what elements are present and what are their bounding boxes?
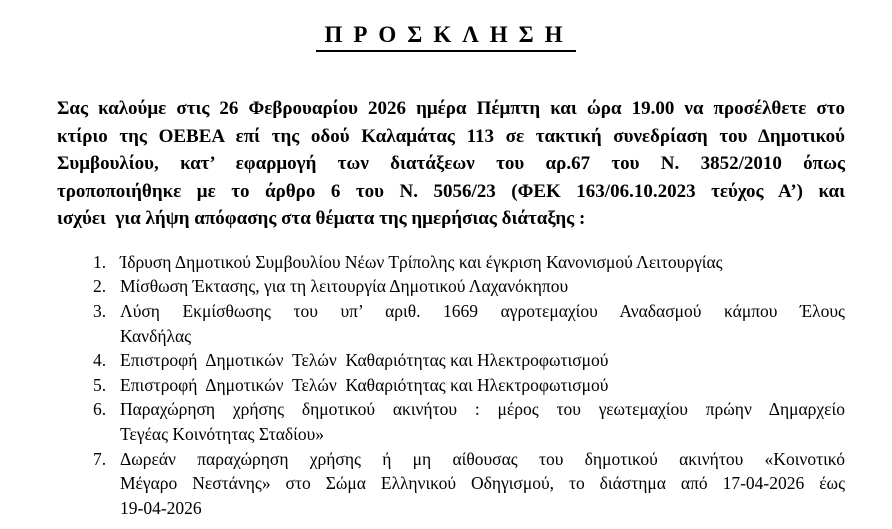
intro-line: Συμβουλίου, κατ’ εφαρμογή των διατάξεων του αρ.67 του Ν. 3852/2010 όπως bbox=[57, 153, 845, 175]
agenda-item-text bbox=[120, 299, 845, 348]
agenda-item-text bbox=[120, 250, 845, 275]
intro-line: τροποποιήθηκε με το άρθρο 6 του Ν. 5056/23 (ΦΕΚ 163/06.10.2023 τεύχος Α’) και bbox=[57, 180, 845, 202]
agenda-item-line: Δωρεάν παραχώρηση χρήσης ή μη αίθουσας του δημοτικού ακινήτου «Κοινοτικό bbox=[120, 448, 845, 469]
agenda-item-text bbox=[120, 397, 845, 446]
agenda-item-line: Επιστροφή Δημοτικών Τελών Καθαριότητας και Ηλεκτροφωτισμού bbox=[120, 350, 609, 371]
agenda-item-number: 5. bbox=[93, 374, 107, 395]
agenda-item bbox=[93, 250, 845, 275]
agenda-item bbox=[93, 348, 845, 373]
intro-line: κτίριο της ΟΕΒΕΑ επί της οδού Καλαμάτας 113 σε τακτική συνεδρίαση του Δημοτικού bbox=[57, 125, 845, 147]
intro-line: Σας καλούμε στις 26 Φεβρουαρίου 2026 ημέρα Πέμπτη και ώρα 19.00 να προσέλθετε στο bbox=[57, 98, 845, 120]
agenda-list bbox=[93, 250, 845, 521]
agenda-item bbox=[93, 373, 845, 398]
agenda-item-line: Ίδρυση Δημοτικού Συμβουλίου Νέων Τρίπολης και έγκριση Κανονισμού Λειτουργίας bbox=[120, 251, 723, 272]
agenda-item-number: 1. bbox=[93, 251, 107, 272]
agenda-item-text bbox=[120, 274, 845, 299]
agenda-item-text bbox=[120, 373, 845, 398]
intro-paragraph bbox=[57, 95, 845, 233]
agenda-item-number: 2. bbox=[93, 276, 107, 297]
agenda-item-line: Κανδήλας bbox=[120, 325, 192, 346]
agenda-item-line: Παραχώρηση χρήσης δημοτικού ακινήτου : μέρος του γεωτεμαχίου πρώην Δημαρχείο bbox=[120, 399, 845, 420]
agenda-item-number: 3. bbox=[93, 300, 107, 321]
intro-line: ισχύει για λήψη απόφασης στα θέματα της ημερήσιας διάταξης : bbox=[57, 208, 586, 230]
agenda-item-number: 7. bbox=[93, 448, 107, 469]
agenda-item-text bbox=[120, 348, 845, 373]
agenda-item-line: Τεγέας Κοινότητας Σταδίου» bbox=[120, 423, 325, 444]
agenda-item-line: Μίσθωση Έκτασης, για τη λειτουργία Δημοτικού Λαχανόκηπου bbox=[120, 276, 569, 297]
agenda-item-line: Επιστροφή Δημοτικών Τελών Καθαριότητας και Ηλεκτροφωτισμού bbox=[120, 374, 609, 395]
agenda-item-number: 4. bbox=[93, 350, 107, 371]
agenda-item-line: 19-04-2026 bbox=[120, 497, 202, 518]
agenda-item-line: Μέγαρο Νεστάνης» στο Σώμα Ελληνικού Οδηγισμού, το διάστημα από 17-04-2026 έως bbox=[120, 473, 845, 494]
title-row bbox=[0, 22, 892, 52]
agenda-item-text bbox=[120, 447, 845, 521]
agenda-item bbox=[93, 274, 845, 299]
agenda-item bbox=[93, 397, 845, 446]
agenda-item bbox=[93, 447, 845, 521]
document-title: ΠΡΟΣΚΛΗΣΗ bbox=[316, 22, 575, 52]
agenda-item-line: Λύση Εκμίσθωσης του υπ’ αριθ. 1669 αγροτεμαχίου Αναδασμού κάμπου Έλους bbox=[120, 300, 845, 321]
agenda-item-number: 6. bbox=[93, 399, 107, 420]
agenda-item bbox=[93, 299, 845, 348]
